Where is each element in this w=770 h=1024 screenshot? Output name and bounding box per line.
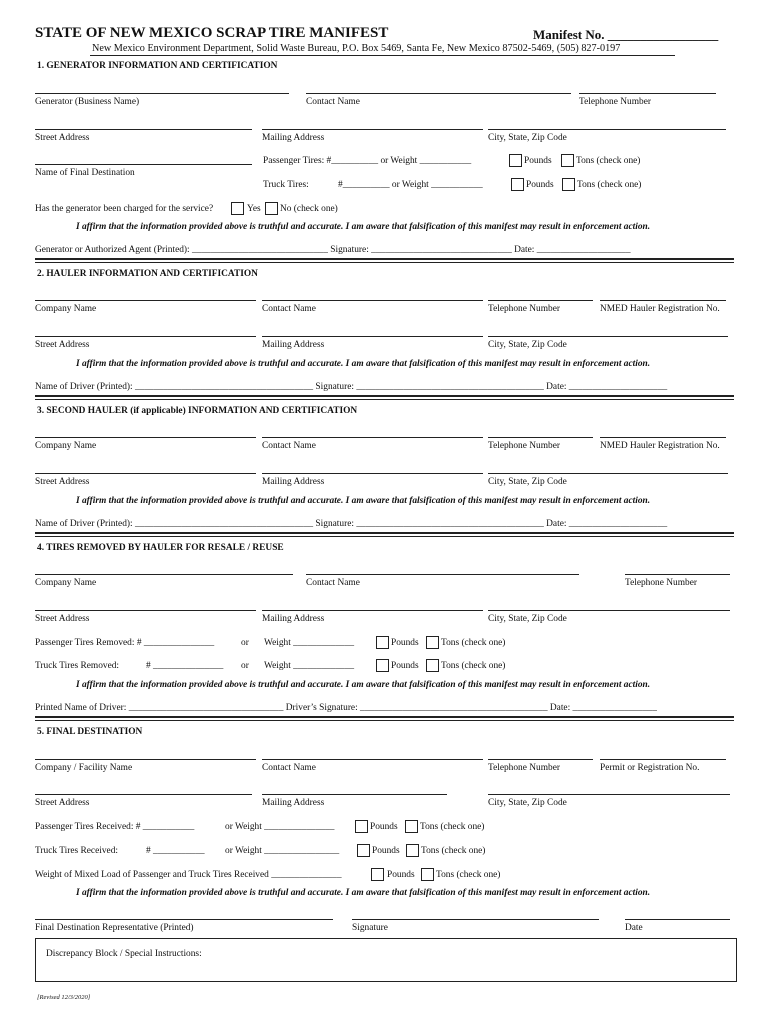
company-name-label: Company Name — [35, 304, 97, 314]
telephone-label: Telephone Number — [625, 578, 697, 588]
charged-yes-checkbox[interactable] — [231, 202, 244, 215]
passenger-removed-weight[interactable]: Weight _____________ — [264, 638, 355, 648]
generator-line[interactable] — [35, 93, 289, 94]
company-name-line[interactable] — [35, 437, 256, 438]
telephone-line[interactable] — [625, 574, 730, 575]
facility-name-label: Company / Facility Name — [35, 763, 133, 773]
section-divider — [35, 258, 734, 260]
truck-pounds-checkbox[interactable] — [511, 178, 524, 191]
company-name-line[interactable] — [35, 300, 256, 301]
tons-label: Tons (check one) — [441, 638, 506, 648]
city-state-zip-label: City, State, Zip Code — [488, 614, 567, 624]
section-1-heading: 1. GENERATOR INFORMATION AND CERTIFICATION — [37, 61, 278, 71]
pounds-label: Pounds — [526, 180, 554, 190]
charged-question: Has the generator been charged for the service? — [35, 204, 214, 214]
charged-yes-label: Yes — [247, 204, 261, 214]
affirmation-text: I affirm that the information provided above is truthful and accurate. I am aware that falsification of this manifest may result in enforcement action. — [76, 888, 651, 898]
truck-received-pounds-checkbox[interactable] — [357, 844, 370, 857]
pounds-label: Pounds — [391, 661, 419, 671]
mailing-address-label: Mailing Address — [262, 340, 325, 350]
contact-name-line[interactable] — [262, 759, 483, 760]
driver-signature-line[interactable]: Printed Name of Driver: _________________________________ Driver’s Signature: ________________________________________ Date: __________________ — [35, 703, 657, 713]
permit-label: Permit or Registration No. — [600, 763, 700, 773]
mixed-load-field[interactable]: Weight of Mixed Load of Passenger and Truck Tires Received _______________ — [35, 870, 342, 880]
truck-tires-field[interactable]: #__________ or Weight ___________ — [338, 180, 483, 190]
driver-signature-line[interactable]: Name of Driver (Printed): ______________________________________ Signature: ________________________________________ Date: _____________________ — [35, 519, 668, 529]
generator-signature-line[interactable]: Generator or Authorized Agent (Printed): _____________________________ Signature: ______________________________ Date: ____________________ — [35, 245, 631, 255]
or-label: or — [241, 661, 249, 671]
passenger-received-weight[interactable]: or Weight _______________ — [225, 822, 335, 832]
charged-no-label: No (check one) — [280, 204, 338, 214]
passenger-tons-checkbox[interactable] — [561, 154, 574, 167]
section-divider — [35, 395, 734, 397]
section-3-heading: 3. SECOND HAULER (if applicable) INFORMATION AND CERTIFICATION — [37, 406, 358, 416]
agency-address: New Mexico Environment Department, Solid Waste Bureau, P.O. Box 5469, Santa Fe, New Mexico 87502-5469, (505) 827-0197 — [92, 43, 621, 54]
pounds-label: Pounds — [524, 156, 552, 166]
final-destination-line[interactable] — [35, 164, 252, 165]
signature-line[interactable] — [352, 919, 599, 920]
contact-name-label: Contact Name — [306, 97, 360, 107]
city-state-zip-line[interactable] — [488, 336, 728, 337]
city-state-zip-line[interactable] — [488, 794, 730, 795]
tons-label: Tons (check one) — [421, 846, 486, 856]
contact-name-line[interactable] — [262, 437, 483, 438]
city-state-zip-label: City, State, Zip Code — [488, 133, 567, 143]
tons-label: Tons (check one) — [576, 156, 641, 166]
form-title: STATE OF NEW MEXICO SCRAP TIRE MANIFEST — [35, 25, 389, 41]
passenger-removed-field[interactable]: Passenger Tires Removed: # _______________ — [35, 638, 215, 648]
mailing-address-label: Mailing Address — [262, 477, 325, 487]
truck-removed-pounds-checkbox[interactable] — [376, 659, 389, 672]
city-state-zip-label: City, State, Zip Code — [488, 798, 567, 808]
affirmation-text: I affirm that the information provided above is truthful and accurate. I am aware that falsification of this manifest may result in enforcement action. — [76, 359, 651, 369]
truck-received-field[interactable]: # ___________ — [146, 846, 205, 856]
mailing-address-label: Mailing Address — [262, 133, 325, 143]
company-name-line[interactable] — [35, 574, 293, 575]
registration-line[interactable] — [600, 300, 726, 301]
representative-label: Final Destination Representative (Printed) — [35, 923, 194, 933]
tons-label: Tons (check one) — [577, 180, 642, 190]
mailing-address-line[interactable] — [262, 473, 483, 474]
passenger-received-pounds-checkbox[interactable] — [355, 820, 368, 833]
street-address-label: Street Address — [35, 798, 90, 808]
truck-removed-label: Truck Tires Removed: — [35, 661, 120, 671]
permit-line[interactable] — [600, 759, 726, 760]
street-address-line[interactable] — [35, 129, 252, 130]
mailing-address-line[interactable] — [262, 610, 483, 611]
contact-name-line[interactable] — [262, 300, 483, 301]
truck-received-tons-checkbox[interactable] — [406, 844, 419, 857]
registration-label: NMED Hauler Registration No. — [600, 441, 720, 451]
telephone-label: Telephone Number — [579, 97, 651, 107]
discrepancy-label: Discrepancy Block / Special Instructions: — [46, 949, 202, 959]
mixed-pounds-checkbox[interactable] — [371, 868, 384, 881]
revision-note: [Revised 12/3/2020] — [37, 994, 91, 1001]
telephone-label: Telephone Number — [488, 441, 560, 451]
city-state-zip-line[interactable] — [488, 473, 728, 474]
pounds-label: Pounds — [391, 638, 419, 648]
city-state-zip-line[interactable] — [488, 129, 726, 130]
discrepancy-block[interactable] — [35, 938, 737, 982]
signature-label: Signature — [352, 923, 388, 933]
tons-label: Tons (check one) — [420, 822, 485, 832]
contact-name-label: Contact Name — [306, 578, 360, 588]
contact-name-label: Contact Name — [262, 441, 316, 451]
section-divider-thin — [35, 720, 734, 721]
mailing-address-label: Mailing Address — [262, 798, 325, 808]
street-address-line[interactable] — [35, 336, 256, 337]
street-address-label: Street Address — [35, 340, 90, 350]
street-address-label: Street Address — [35, 477, 90, 487]
city-state-zip-label: City, State, Zip Code — [488, 477, 567, 487]
street-address-line[interactable] — [35, 473, 256, 474]
passenger-tires-field[interactable]: Passenger Tires: #__________ or Weight ___________ — [263, 156, 472, 166]
truck-received-label: Truck Tires Received: — [35, 846, 118, 856]
section-divider-thin — [35, 536, 734, 537]
street-address-line[interactable] — [35, 610, 256, 611]
contact-name-line[interactable] — [306, 574, 579, 575]
passenger-removed-pounds-checkbox[interactable] — [376, 636, 389, 649]
section-divider-thin — [35, 399, 734, 400]
mixed-tons-checkbox[interactable] — [421, 868, 434, 881]
passenger-removed-tons-checkbox[interactable] — [426, 636, 439, 649]
contact-name-label: Contact Name — [262, 304, 316, 314]
company-name-label: Company Name — [35, 441, 97, 451]
final-destination-label: Name of Final Destination — [35, 168, 135, 178]
city-state-zip-line[interactable] — [488, 610, 730, 611]
facility-name-line[interactable] — [35, 759, 256, 760]
company-name-label: Company Name — [35, 578, 97, 588]
contact-name-line[interactable] — [306, 93, 571, 94]
date-line[interactable] — [625, 919, 730, 920]
section-divider-thin — [35, 262, 734, 263]
representative-line[interactable] — [35, 919, 333, 920]
or-label: or — [241, 638, 249, 648]
truck-removed-weight[interactable]: Weight _____________ — [264, 661, 355, 671]
telephone-label: Telephone Number — [488, 304, 560, 314]
mailing-address-line[interactable] — [262, 794, 447, 795]
section-5-heading: 5. FINAL DESTINATION — [37, 727, 143, 737]
manifest-number-label: Manifest No. _________________ — [533, 27, 719, 42]
driver-signature-line[interactable]: Name of Driver (Printed): ______________________________________ Signature: ________________________________________ Date: _____________________ — [35, 382, 668, 392]
charged-no-checkbox[interactable] — [265, 202, 278, 215]
truck-tons-checkbox[interactable] — [562, 178, 575, 191]
city-state-zip-label: City, State, Zip Code — [488, 340, 567, 350]
pounds-label: Pounds — [387, 870, 415, 880]
truck-received-weight[interactable]: or Weight ________________ — [225, 846, 340, 856]
telephone-line[interactable] — [488, 300, 593, 301]
mailing-address-label: Mailing Address — [262, 614, 325, 624]
contact-name-label: Contact Name — [262, 763, 316, 773]
registration-label: NMED Hauler Registration No. — [600, 304, 720, 314]
telephone-line[interactable] — [579, 93, 716, 94]
registration-line[interactable] — [600, 437, 726, 438]
tons-label: Tons (check one) — [441, 661, 506, 671]
passenger-pounds-checkbox[interactable] — [509, 154, 522, 167]
section-divider — [35, 716, 734, 718]
truck-removed-field[interactable]: # _______________ — [146, 661, 224, 671]
truck-removed-tons-checkbox[interactable] — [426, 659, 439, 672]
passenger-received-field[interactable]: Passenger Tires Received: # ___________ — [35, 822, 195, 832]
affirmation-text: I affirm that the information provided above is truthful and accurate. I am aware that falsification of this manifest may result in enforcement action. — [76, 222, 651, 232]
address-underline — [90, 55, 675, 56]
mailing-address-line[interactable] — [262, 129, 483, 130]
pounds-label: Pounds — [370, 822, 398, 832]
generator-label: Generator (Business Name) — [35, 97, 140, 107]
telephone-line[interactable] — [488, 759, 593, 760]
street-address-label: Street Address — [35, 614, 90, 624]
section-4-heading: 4. TIRES REMOVED BY HAULER FOR RESALE / REUSE — [37, 543, 284, 553]
section-2-heading: 2. HAULER INFORMATION AND CERTIFICATION — [37, 269, 258, 279]
truck-tires-label: Truck Tires: — [263, 180, 309, 190]
pounds-label: Pounds — [372, 846, 400, 856]
affirmation-text: I affirm that the information provided above is truthful and accurate. I am aware that falsification of this manifest may result in enforcement action. — [76, 496, 651, 506]
section-divider — [35, 532, 734, 534]
affirmation-text: I affirm that the information provided above is truthful and accurate. I am aware that falsification of this manifest may result in enforcement action. — [76, 680, 651, 690]
street-address-line[interactable] — [35, 794, 252, 795]
mailing-address-line[interactable] — [262, 336, 483, 337]
tons-label: Tons (check one) — [436, 870, 501, 880]
telephone-label: Telephone Number — [488, 763, 560, 773]
street-address-label: Street Address — [35, 133, 90, 143]
date-label: Date — [625, 923, 643, 933]
telephone-line[interactable] — [488, 437, 593, 438]
passenger-received-tons-checkbox[interactable] — [405, 820, 418, 833]
